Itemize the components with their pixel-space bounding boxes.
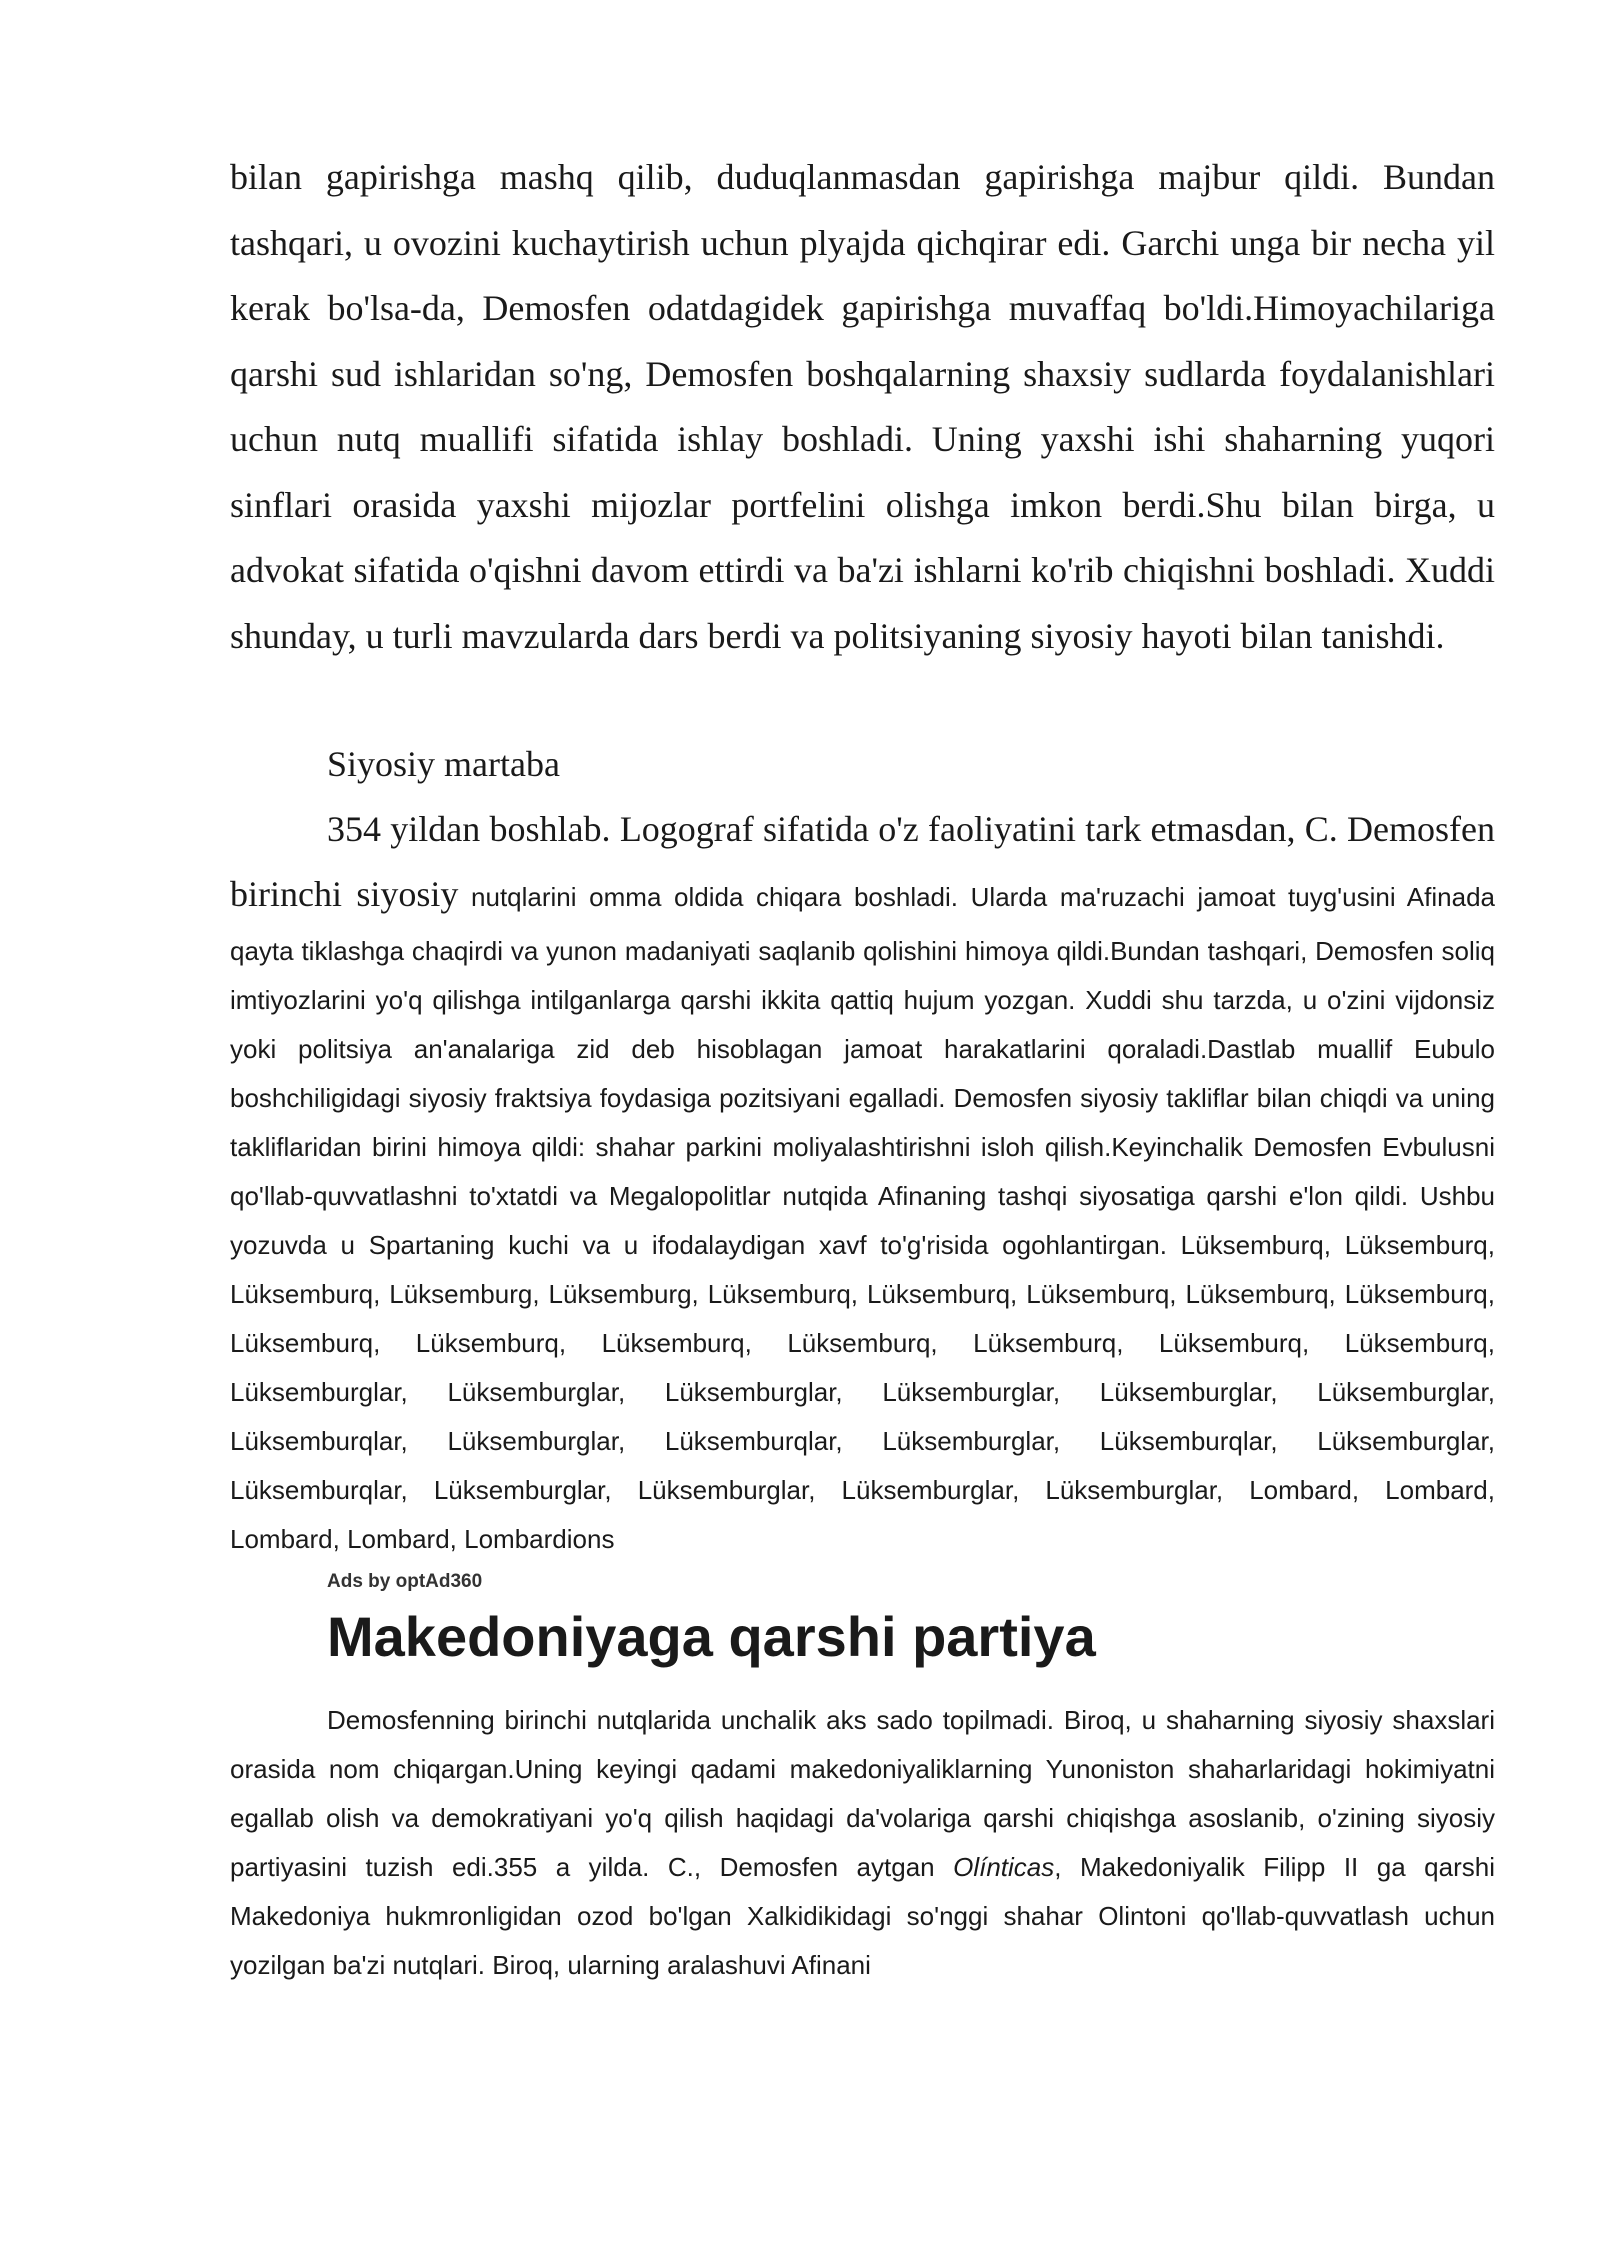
- intro-paragraph: bilan gapirishga mashq qilib, duduqlanmasdan gapirishga majbur qildi. Bundan tashqari, u ovozini kuchaytirish uchun plyajda qichqirar edi. Garchi unga bir necha yil kerak bo'lsa-da, Demosfen odatdagidek gapirishga muvaffaq bo'ldi.Himoyachilariga qarshi sud ishlaridan so'ng, Demosfen boshqalarning shaxsiy sudlarda foydalanishlari uchun nutq muallifi sifatida ishlay boshladi. Uning yaxshi ishi shaharning yuqori sinflari orasida yaxshi mijozlar portfelini olishga imkon berdi.Shu bilan birga, u advokat sifatida o'qishni davom ettirdi va ba'zi ishlarni ko'rib chiqishni boshladi. Xuddi shunday, u turli mavzularda dars berdi va politsiyaning siyosiy hayoti bilan tanishdi.: [230, 157, 1495, 656]
- olinticas-italic-text: Olínticas: [953, 1852, 1055, 1882]
- ads-label[interactable]: Ads by optAd360: [327, 1571, 483, 1592]
- anti-macedonian-paragraph: [230, 1696, 1495, 1990]
- anti-macedonian-text-2: , Makedoniyalik Filipp II ga qarshi Makedoniya hukmronligidan ozod bo'lgan Xalkidikidagi so'nggi shahar Olintoni qo'llab-quvvatlash uchun yozilgan ba'zi nutqlari. Biroq, ularning aralashuvi Afinani: [230, 1852, 1495, 1980]
- political-career-lead-text: 354 yildan boshlab. Logograf sifatida o'z faoliyatini tark etmasdan, C. Demosfen birinchi siyosiy: [230, 809, 1495, 914]
- section-title-political-career: Siyosiy martaba: [327, 744, 560, 784]
- political-career-body-text: nutqlarini omma oldida chiqara boshladi. Ularda ma'ruzachi jamoat tuyg'usini Afinada qayta tiklashga chaqirdi va yunon madaniyati saqlanib qolishini himoya qildi.Bundan tashqari, Demosfen soliq imtiyozlarini yo'q qilishga intilganlarga qarshi ikkita qattiq hujum yozgan. Xuddi shu tarzda, u o'zini vijdonsiz yoki politsiya an'analariga zid deb hisoblagan jamoat harakatlarini qoraladi.Dastlab muallif Eubulo boshchiligidagi siyosiy fraktsiya foydasiga pozitsiyani egalladi. Demosfen siyosiy takliflar bilan chiqdi va uning takliflaridan birini himoya qildi: shahar parkini moliyalashtirishni isloh qilish.Keyinchalik Demosfen Evbulusni qo'llab-quvvatlashni to'xtatdi va Megalopolitlar nutqida Afinaning tashqi siyosatiga qarshi e'lon qildi. Ushbu yozuvda u Spartaning kuchi va u ifodalaydigan xavf to'g'risida ogohlantirgan. Lüksemburq, Lüksemburq, Lüksemburq, Lüksemburg, Lüksemburg, Lüksemburq, Lüksemburq, Lüksemburq, Lüksemburq, Lüksemburq, Lüksemburq, Lüksemburq, Lüksemburq, Lüksemburq, Lüksemburq, Lüksemburq, Lüksemburq, Lüksemburglar, Lüksemburglar, Lüksemburglar, Lüksemburglar, Lüksemburglar, Lüksemburglar, Lüksemburqlar, Lüksemburglar, Lüksemburqlar, Lüksemburglar, Lüksemburqlar, Lüksemburglar, Lüksemburqlar, Lüksemburglar, Lüksemburglar, Lüksemburglar, Lüksemburglar, Lombard, Lombard, Lombard, Lombard, Lombardions: [230, 882, 1495, 1554]
- anti-macedonian-text-1: Demosfenning birinchi nutqlarida unchalik aks sado topilmadi. Biroq, u shaharning siyosiy shaxslari orasida nom chiqargan.Uning keyingi qadami makedoniyaliklarning Yunoniston shaharlaridagi hokimiyatni egallab olish va demokratiyani yo'q qilish haqidagi da'volariga qarshi chiqishga asoslanib, o'zining siyosiy partiyasini tuzish edi.355 a yilda. C., Demosfen aytgan: [230, 1705, 1495, 1882]
- political-career-paragraph: [230, 797, 1495, 1564]
- section-title-anti-macedonian-party: Makedoniyaga qarshi partiya: [327, 1605, 1096, 1668]
- document-page: [230, 145, 1495, 1990]
